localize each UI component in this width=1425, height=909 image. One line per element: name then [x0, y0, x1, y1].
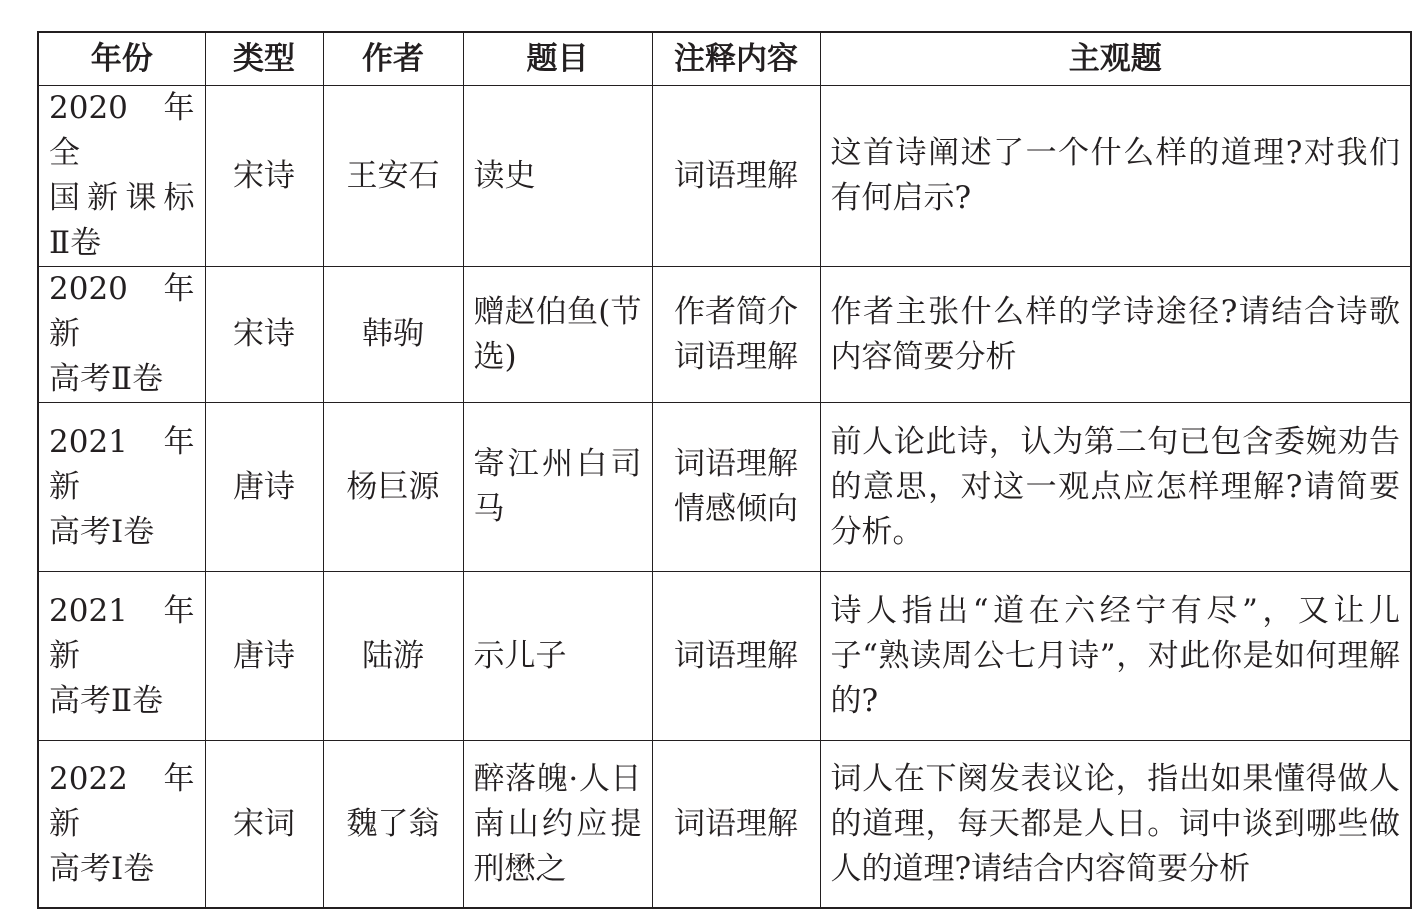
note-line: 作者简介: [674, 293, 798, 330]
header-question: 主观题: [820, 32, 1411, 86]
note-cell: [652, 86, 820, 267]
year-cell: [38, 741, 205, 909]
year-line: 2020 年新: [49, 271, 195, 352]
question-cell: 作者主张什么样的学诗途径?请结合诗歌内容简要分析: [820, 267, 1411, 403]
year-line: 高考Ⅰ卷: [49, 850, 155, 887]
year-line: 2020 年全: [49, 90, 195, 171]
year-line: 2021 年新: [49, 423, 195, 505]
question-cell: 这首诗阐述了一个什么样的道理?对我们有何启示?: [820, 86, 1411, 267]
note-line: 词语理解: [674, 805, 798, 842]
note-cell: [652, 267, 820, 403]
title-cell: 示儿子: [463, 572, 652, 741]
table-header-row: [38, 32, 1411, 86]
title-cell: 寄江州白司马: [463, 403, 652, 572]
title-cell: 赠赵伯鱼(节选): [463, 267, 652, 403]
header-title: 题目: [463, 32, 652, 86]
year-cell: [38, 86, 205, 267]
note-line: 词语理解: [674, 338, 798, 375]
year-line: 高考Ⅱ卷: [49, 682, 164, 719]
year-line: 2022 年新: [49, 760, 195, 842]
type-cell: 宋诗: [205, 267, 323, 403]
author-cell: 杨巨源: [323, 403, 463, 572]
year-line: Ⅱ卷: [49, 225, 102, 261]
title-cell: 读史: [463, 86, 652, 267]
note-cell: [652, 403, 820, 572]
note-line: 情感倾向: [674, 491, 798, 527]
type-cell: 唐诗: [205, 403, 323, 572]
question-cell: 词人在下阕发表议论，指出如果懂得做人的道理，每天都是人日。词中谈到哪些做人的道理?请结合内容简要分析: [820, 741, 1411, 909]
type-cell: 唐诗: [205, 572, 323, 741]
author-cell: 王安石: [323, 86, 463, 267]
table-row: [38, 572, 1411, 741]
year-line: 高考Ⅰ卷: [49, 513, 155, 550]
note-cell: [652, 741, 820, 909]
note-line: 词语理解: [674, 157, 798, 194]
type-cell: 宋诗: [205, 86, 323, 267]
author-cell: 陆游: [323, 572, 463, 741]
note-line: 词语理解: [674, 637, 798, 674]
author-cell: 韩驹: [323, 267, 463, 403]
title-cell: 醉落魄·人日南山约应提刑懋之: [463, 741, 652, 909]
year-line: 2021 年新: [49, 592, 195, 674]
table-row: [38, 403, 1411, 572]
exam-question-table: [37, 31, 1412, 909]
year-cell: [38, 403, 205, 572]
year-cell: [38, 572, 205, 741]
header-year: 年份: [38, 32, 205, 86]
question-cell: 诗人指出“道在六经宁有尽”，又让儿子“熟读周公七月诗”，对此你是如何理解的?: [820, 572, 1411, 741]
note-cell: [652, 572, 820, 741]
header-type: 类型: [205, 32, 323, 86]
year-cell: [38, 267, 205, 403]
year-line: 国新课标: [49, 180, 195, 216]
question-cell: 前人论此诗，认为第二句已包含委婉劝告的意思，对这一观点应怎样理解?请简要分析。: [820, 403, 1411, 572]
table-row: [38, 267, 1411, 403]
year-line: 高考Ⅱ卷: [49, 361, 164, 397]
table-row: [38, 86, 1411, 267]
type-cell: 宋词: [205, 741, 323, 909]
note-line: 词语理解: [674, 446, 798, 482]
header-author: 作者: [323, 32, 463, 86]
author-cell: 魏了翁: [323, 741, 463, 909]
table-row: [38, 741, 1411, 909]
header-note: 注释内容: [652, 32, 820, 86]
